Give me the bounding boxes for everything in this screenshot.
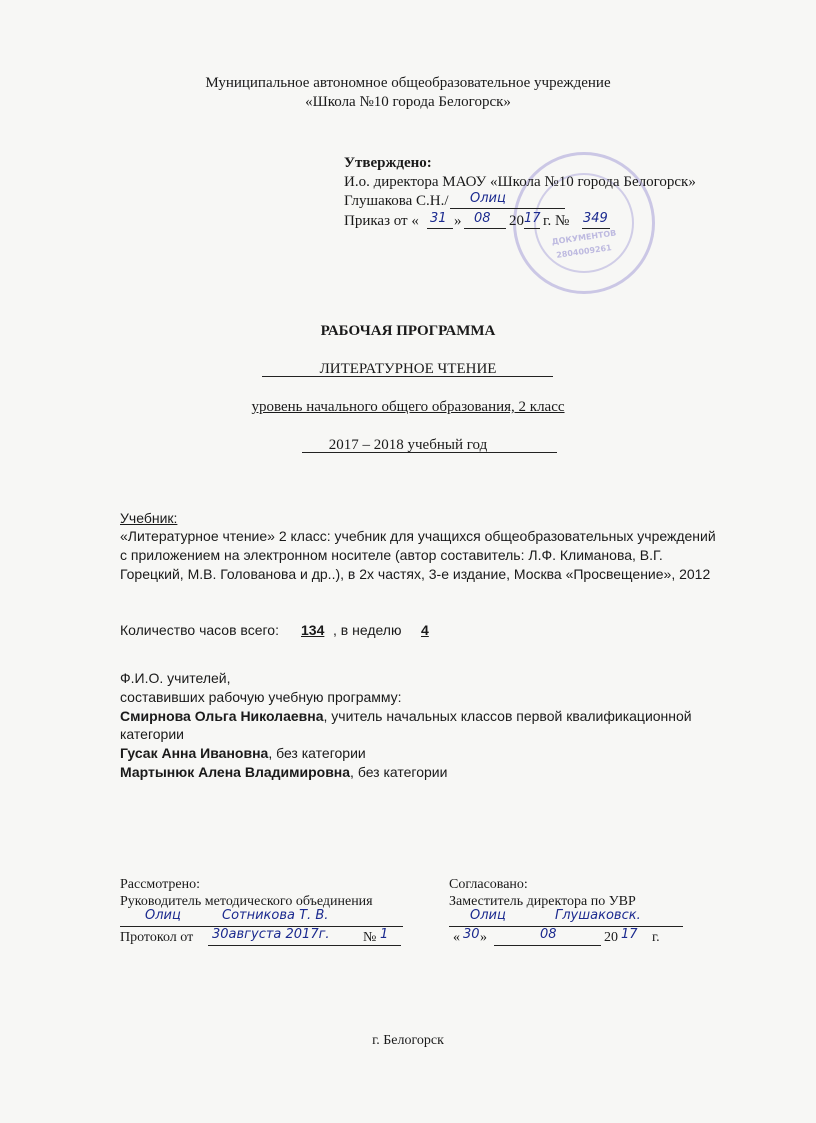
agreed-role: Заместитель директора по УВР	[449, 894, 636, 909]
signature-line	[450, 208, 565, 209]
order-year: 17	[524, 211, 541, 226]
reviewed-title: Рассмотрено:	[120, 877, 200, 892]
program-level: уровень начального общего образования, 2 класс	[251, 399, 565, 415]
teacher-2: Гусак Анна Ивановна, без категории	[120, 745, 366, 761]
official-stamp: ДОКУМЕНТОВ 2804009261	[513, 152, 655, 294]
protocol-number: 1	[380, 927, 389, 942]
approval-title: Утверждено:	[344, 155, 432, 171]
order-day: 31	[430, 211, 447, 226]
protocol-date: 30августа 2017г.	[212, 927, 330, 942]
teachers-label-2: составивших рабочую учебную программу:	[120, 689, 402, 705]
protocol-label: Протокол от	[120, 930, 194, 945]
textbook-line-3: Горецкий, М.В. Голованова и др..), в 2х частях, 3-е издание, Москва «Просвещение», 2012	[120, 566, 711, 582]
approval-position: И.о. директора МАОУ «Школа №10 города Белогорск»	[344, 174, 696, 190]
deputy-name: Глушаковск.	[555, 908, 641, 923]
reviewed-role: Руководитель методического объединения	[120, 894, 373, 909]
program-subject: ЛИТЕРАТУРНОЕ ЧТЕНИЕ	[319, 361, 497, 377]
school-name: «Школа №10 города Белогорск»	[305, 94, 511, 110]
institution-name: Муниципальное автономное общеобразовательное учреждение	[205, 75, 611, 91]
program-year: 2017 – 2018 учебный год	[328, 437, 488, 453]
agreed-title: Согласовано:	[449, 877, 528, 892]
teacher-1-category: категории	[120, 726, 184, 742]
teacher-3: Мартынюк Алена Владимировна, без категории	[120, 764, 448, 780]
director-signature: Олиц	[470, 191, 506, 206]
order-prefix: Приказ от «	[344, 213, 419, 229]
teachers-label-1: Ф.И.О. учителей,	[120, 670, 231, 686]
agreed-month: 08	[540, 927, 557, 942]
teacher-1: Смирнова Ольга Николаевна, учитель начальных классов первой квалификационной	[120, 708, 692, 724]
program-heading: РАБОЧАЯ ПРОГРАММА	[320, 323, 496, 339]
approval-name: Глушакова С.Н./	[344, 193, 449, 209]
agreed-day: 30	[463, 927, 480, 942]
document-page: Муниципальное автономное общеобразовательное учреждение «Школа №10 города Белогорск» ДОКУМЕНТОВ 2804009261 Утверждено: И.о. директора МАОУ «Школа №10 города Белогорск» Глушакова С.Н./ Олиц Приказ от « 31 » 08 20 17 г. № 349 РАБОЧАЯ ПРОГРАММА ЛИТЕРАТУРНОЕ ЧТЕНИЕ уровень начального общего образования, 2 класс 2017 – 2018 учебный год Учебник: «Литературное чтение» 2 класс: учебник для учащихся общеобразовательных учреждений с приложением на электронном носителе (автор составитель: Л.Ф. Климанова, В.Г. Горецкий, М.В. Голованова и др..), в 2х частях, 3-е издание, Москва «Просвещение», 2012 Количество часов всего: 134 , в неделю 4 Ф.И.О. учителей, составивших рабочую учебную программу: Смирнова Ольга Николаевна, учитель начальных классов первой квалификационной категории Гусак Анна Ивановна, без категории Мартынюк Алена Владимировна, без категории Рассмотрено: Руководитель методического объединения Олиц Сотникова Т. В. Протокол от 30августа 2017г. № 1 Согласовано: Заместитель директора по УВР Олиц Глушаковск. « 30 » 08 20 17 г. г. Белогорск	[0, 0, 816, 1123]
order-month: 08	[474, 211, 491, 226]
hours-week-label: , в неделю	[333, 622, 402, 638]
footer-city: г. Белогорск	[372, 1033, 444, 1048]
textbook-line-1: «Литературное чтение» 2 класс: учебник для учащихся общеобразовательных учреждений	[120, 528, 716, 544]
deputy-signature: Олиц	[470, 908, 506, 923]
reviewer-name: Сотникова Т. В.	[222, 908, 329, 923]
textbook-line-2: с приложением на электронном носителе (автор составитель: Л.Ф. Климанова, В.Г.	[120, 547, 663, 563]
agreed-year: 17	[621, 927, 638, 942]
hours-total-label: Количество часов всего:	[120, 622, 279, 638]
textbook-label: Учебник:	[120, 510, 178, 526]
reviewer-signature: Олиц	[145, 908, 181, 923]
hours-total: 134	[301, 622, 325, 638]
order-number: 349	[583, 211, 608, 226]
hours-weekly: 4	[421, 622, 429, 638]
